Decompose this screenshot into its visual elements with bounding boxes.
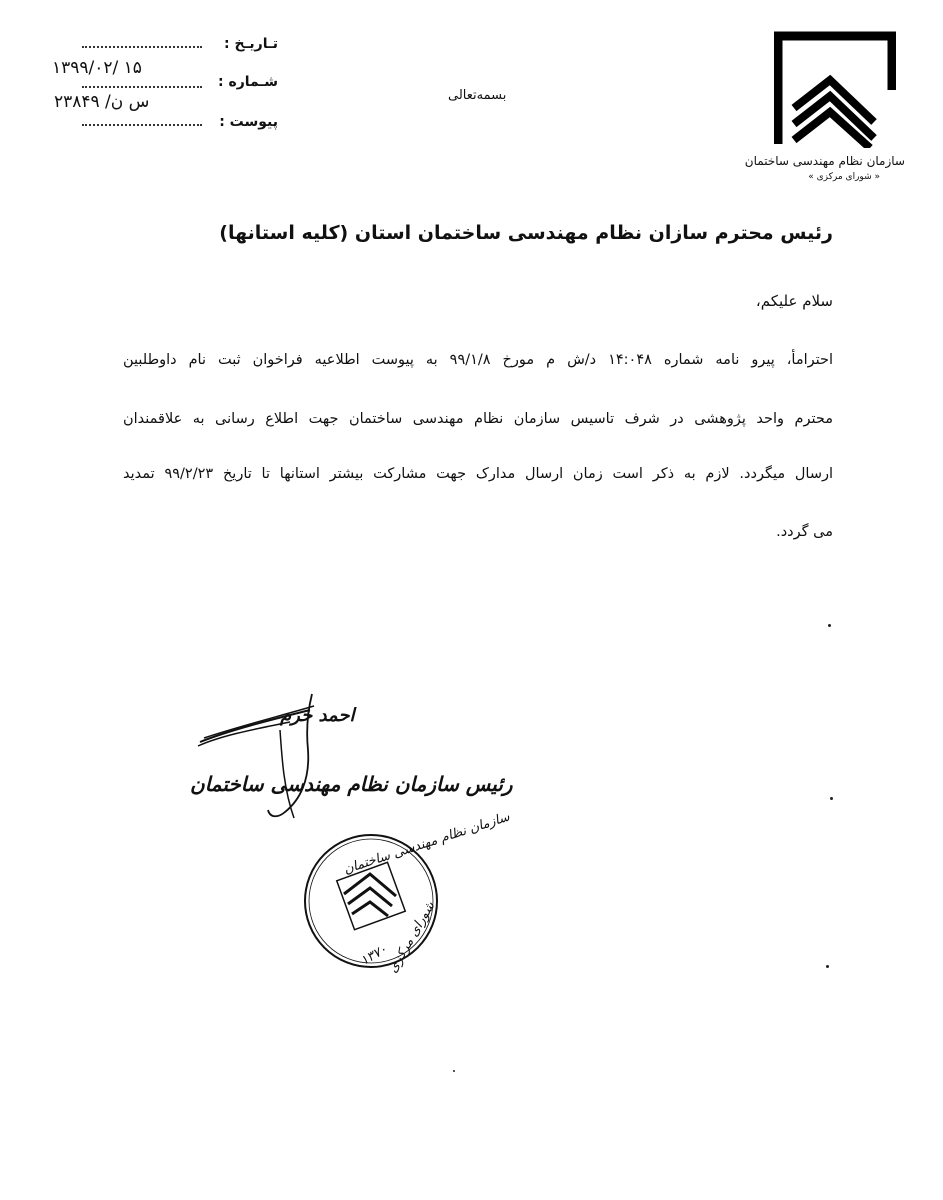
org-subtitle: « شورای مرکزی »	[808, 172, 880, 182]
body-line-2: محترم واحد پژوهشی در شرف تاسیس سازمان نظام مهندسی ساختمان جهت اطلاع رسانی به علاقمندان	[123, 411, 833, 427]
signer-name: احمد خرم	[280, 705, 355, 726]
body-line-1: احترامأ، پیرو نامه شماره ۱۴:۰۴۸ د/ش م مورخ ۹۹/۱/۸ به پیوست اطلاعیه فراخوان ثبت نام داوطلبین	[123, 352, 833, 368]
org-logo	[744, 30, 910, 182]
stamp-top-text: سازمان نظام مهندسی ساختمان	[341, 809, 512, 878]
official-stamp	[300, 809, 512, 976]
number-label: شـماره :	[218, 74, 278, 90]
stray-dot	[453, 1070, 455, 1072]
stamp-year: ۱۳۷۰	[358, 942, 390, 969]
stray-dot	[828, 624, 831, 627]
attachment-label: پیوست :	[219, 114, 278, 130]
date-dotted-line	[82, 46, 202, 48]
number-value: ۲۳۸۴۹ /س ن	[54, 92, 150, 112]
letter-meta	[48, 36, 278, 136]
date-label: تـاریـخ :	[224, 36, 278, 52]
greeting: سلام علیکم،	[755, 292, 833, 310]
recipient-line: رئیس محترم سازان نظام مهندسی ساختمان استان (کلیه استانها)	[219, 222, 833, 244]
stamp-bottom-text: شورای مرکزی	[385, 899, 439, 976]
body-line-4: می گردد.	[776, 524, 833, 540]
signer-title: رئیس سازمان نظام مهندسی ساختمان	[190, 772, 513, 796]
attachment-dotted-line	[82, 124, 202, 126]
org-name: سازمان نظام مهندسی ساختمان	[744, 154, 905, 168]
number-dotted-line	[82, 86, 202, 88]
date-value: ۱۳۹۹/۰۲/ ۱۵	[52, 58, 142, 78]
stray-dot	[830, 797, 833, 800]
stray-dot	[826, 965, 829, 968]
bismillah-heading: بسمه‌تعالی	[448, 88, 507, 103]
body-line-3: ارسال میگردد. لازم به ذکر است زمان ارسال مدارک جهت مشارکت بیشتر استانها تا تاریخ ۹۹/۲/۲۳ تمدید	[123, 466, 833, 482]
org-emblem-icon	[774, 30, 896, 148]
